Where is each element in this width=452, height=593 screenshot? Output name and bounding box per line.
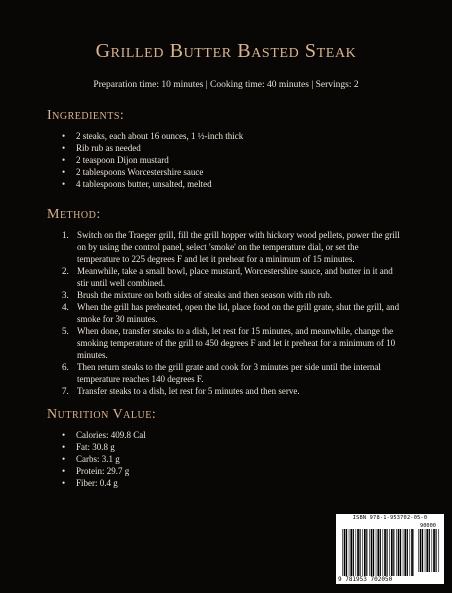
isbn-label: ISBN 978-1-953702-05-0	[352, 515, 428, 521]
nutrition-item: • Fat: 30.8 g	[62, 441, 392, 453]
step-number: 4.	[62, 302, 69, 312]
isbn-barcode	[336, 514, 444, 584]
step-text: Meanwhile, take a small bowl, place mustard, Worcestershire sauce, and butter in it and stir until well combined.	[77, 266, 393, 288]
ingredients-list	[62, 130, 392, 190]
nutrition-item: • Carbs: 3.1 g	[62, 453, 392, 465]
step-text: Switch on the Traeger grill, fill the grill hopper with hickory wood pellets, power the grill on by using the control panel, select 'smoke' on the temperature dial, or set the temperature to 225 degrees F and let it preheat for a minimum of 15 minutes.	[77, 230, 400, 264]
ingredients-heading: Ingredients:	[47, 108, 125, 123]
method-heading: Method:	[47, 207, 101, 222]
recipe-title: Grilled Butter Basted Steak	[95, 40, 357, 62]
method-list	[62, 229, 402, 397]
barcode-addon-bars	[418, 529, 440, 572]
ingredient-item: • 2 steaks, each about 16 ounces, 1 ½-inch thick	[62, 130, 392, 142]
method-step	[62, 385, 402, 397]
step-text: Brush the mixture on both sides of steaks and then season with rib rub.	[77, 290, 332, 300]
method-step	[62, 361, 402, 385]
nutrition-heading: Nutrition Value:	[47, 407, 157, 422]
ean-digits: 9 781953 702050	[338, 576, 393, 583]
method-step	[62, 229, 402, 265]
nutrition-item: • Calories: 409.8 Cal	[62, 429, 392, 441]
step-number: 2.	[62, 266, 69, 276]
price-code: 90000	[420, 523, 436, 529]
method-step	[62, 301, 402, 325]
step-number: 3.	[62, 290, 69, 300]
step-text: When the grill has preheated, open the lid, place food on the grill grate, shut the grill, and smoke for 30 minutes.	[77, 302, 400, 324]
method-step	[62, 325, 402, 361]
step-number: 6.	[62, 362, 69, 372]
ingredient-item: • 2 tablespoons Worcestershire sauce	[62, 166, 392, 178]
nutrition-item: • Protein: 29.7 g	[62, 465, 392, 477]
step-number: 5.	[62, 326, 69, 336]
ingredient-item: • Rib rub as needed	[62, 142, 392, 154]
method-step	[62, 265, 402, 289]
ingredient-item: • 2 teaspoon Dijon mustard	[62, 154, 392, 166]
step-number: 1.	[62, 230, 69, 240]
step-text: Transfer steaks to a dish, let rest for 5 minutes and then serve.	[77, 386, 300, 396]
recipe-meta: Preparation time: 10 minutes | Cooking time: 40 minutes | Servings: 2	[93, 80, 359, 90]
method-step	[62, 289, 402, 301]
step-text: Then return steaks to the grill grate and cook for 3 minutes per side until the internal temperature reaches 140 degrees F.	[77, 362, 381, 384]
step-text: When done, transfer steaks to a dish, let rest for 15 minutes, and meanwhile, change the smoking temperature of the grill to 450 degrees F and let it preheat for a minimum of 10 minutes.	[77, 326, 396, 360]
step-number: 7.	[62, 386, 69, 396]
nutrition-list	[62, 429, 392, 489]
nutrition-item: • Fiber: 0.4 g	[62, 477, 392, 489]
ingredient-item: • 4 tablespoons butter, unsalted, melted	[62, 178, 392, 190]
barcode-main-bars	[342, 529, 414, 576]
